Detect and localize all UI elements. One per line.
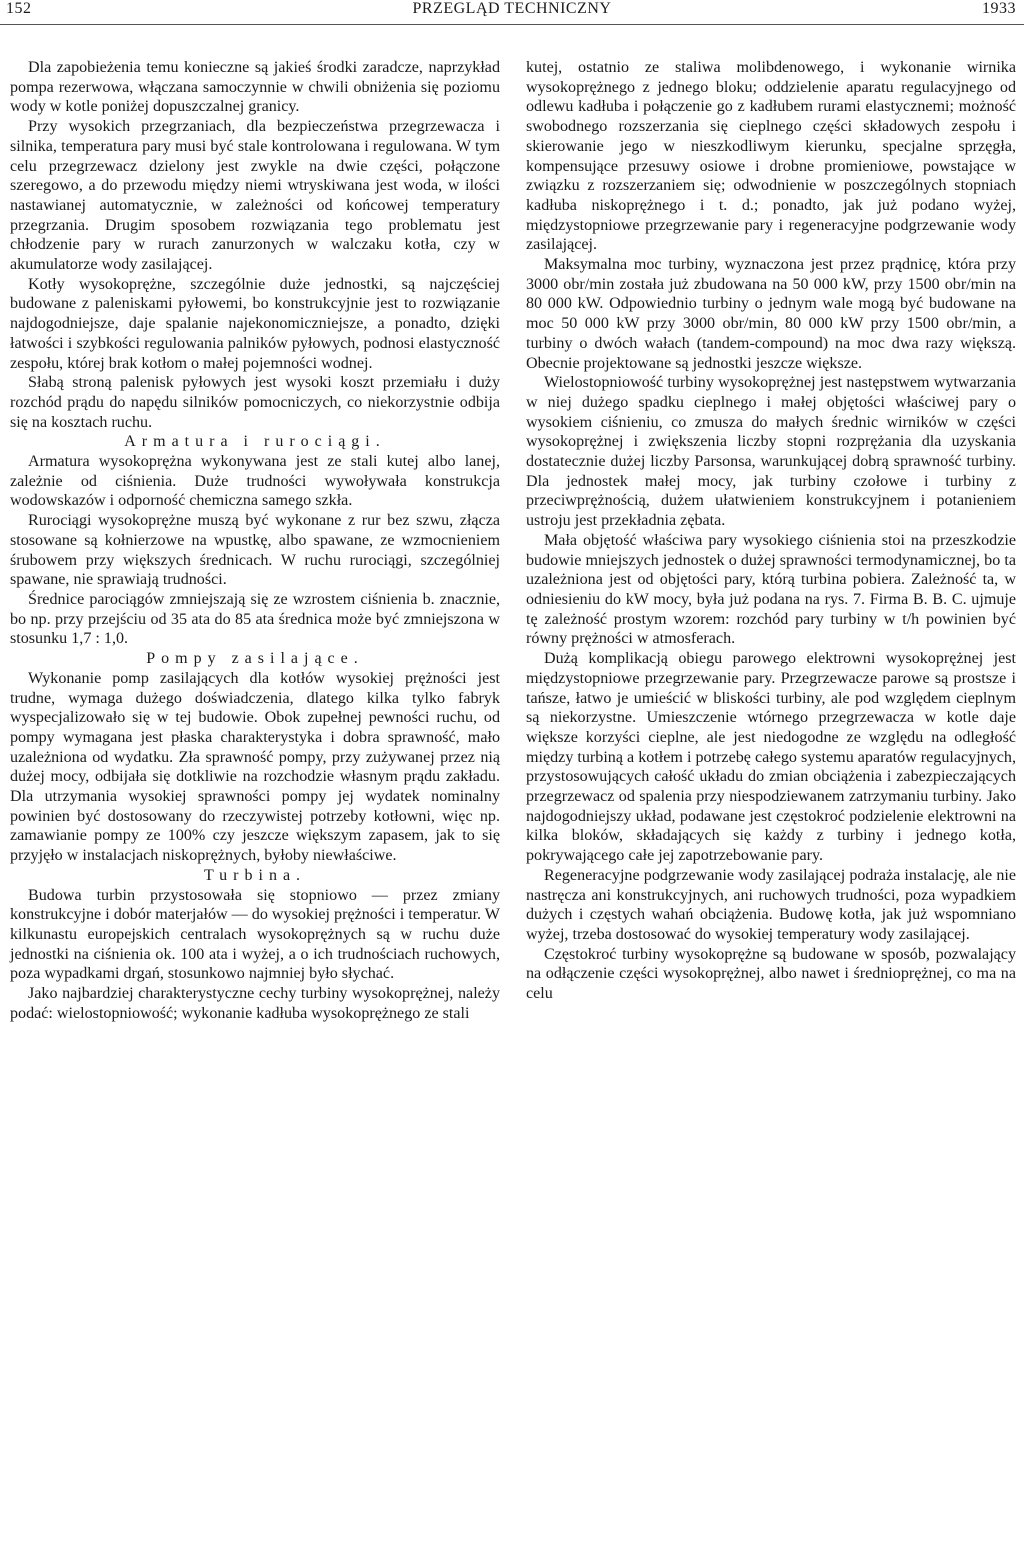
section-heading-turbina: Turbina. [203, 866, 307, 884]
paragraph: Jako najbardziej charakterystyczne cechy turbiny wysokoprężnej, należy podać: wielostopniowość; wykonanie kadłuba wysokoprężnego ze stali [10, 985, 500, 1022]
journal-year: 1933 [982, 0, 1016, 17]
paragraph: Regeneracyjne podgrzewanie wody zasilającej podraża instalację, ale nie nastręcza ani konstrukcyjnych, ani ruchowych trudności, poza wypadkiem dużych i częstych wahań obciążenia. Budowę kotła, jak już wspomniano wyżej, trzeba dostosować do wysokiej temperatury wody zasilającej. [526, 866, 1016, 943]
paragraph: Przy wysokich przegrzaniach, dla bezpieczeństwa przegrzewacza i silnika, temperatura pary musi być stale kontrolowana i regulowana. W tym celu przegrzewacz dzielony jest zwykle na dwie części, połączone szeregowo, a do przewodu między niemi wtryskiwana jest woda, w ilości nastawianej automatycznie, w zależności od końcowej temperatury przegrzania. Drugim sposobem rozwiązania tego problematu jest chłodzenie pary w rurach zanurzonych w walczaku kotła, czy w akumulatorze wody zasilającej. [10, 118, 500, 274]
paragraph: Mała objętość właściwa pary wysokiego ciśnienia stoi na przeszkodzie budowie mniejszych jednostek o dużej sprawności termodynamicznej, bo ta uzależniona jest od objętości pary, którą turbina pobiera. Zależność ta, w odniesieniu do kW mocy, była już podana na rys. 7. Firma B. B. C. ujmuje tę zależność prostym wzorem: rozchód pary turbiny w t/h powinien być równy prężności w atmosferach. [526, 531, 1016, 648]
page-number: 152 [6, 0, 32, 17]
section-heading-pompy: Pompy zasilające. [146, 650, 364, 668]
paragraph: Częstokroć turbiny wysokoprężne są budowane w sposób, pozwalający na odłączenie części wysokoprężnej, albo nawet i średnioprężnej, co ma na celu [526, 945, 1016, 1003]
paragraph: Kotły wysokoprężne, szczególnie duże jednostki, są najczęściej budowane z paleniskami pyłowemi, bo konstrukcyjnie jest to rozwiązanie najdogodniejsze, daje spalanie najekonomiczniejsze, a ponadto, dzięki łatwości i szybkości regulowania palników pyłowych, podnosi elastyczność zespołu, której brak kotłom o małej pojemności wodnej. [10, 275, 500, 372]
page-header [0, 0, 1024, 22]
paragraph: Dużą komplikacją obiegu parowego elektrowni wysokoprężnej jest międzystopniowe przegrzewanie pary. Przegrzewacze parowe są prostsze i tańsze, łatwo je umieścić w bliskości turbiny, ale pod względem cieplnym są niekorzystne. Umieszczenie wtórnego przegrzewacza w kotle daje większe korzyści cieplne, ale jest niedogodne ze względu na odległość między turbiną a kotłem i potrzebę całego systemu aparatów regulacyjnych, przystosowujących całość układu do zmian obciążenia i zabezpieczających przegrzewacz od spalenia przy niespodziewanem zatrzymaniu turbiny. Jako najdogodniejszy układ, podawane jest częstokroć podzielenie elektrowni na kilka bloków, składających się każdy z turbiny i jednego kotła, pokrywającego całe jej zapotrzebowanie pary. [526, 650, 1016, 865]
paragraph: Maksymalna moc turbiny, wyznaczona jest przez prądnicę, która przy 3000 obr/min została już zbudowana na 50 000 kW, przy 1500 obr/min na 80 000 kW. Odpowiednio turbiny o jednym wale mogą być budowane na moc 50 000 kW przy 3000 obr/min, 80 000 kW przy 1500 obr/min, a turbiny o dwóch wałach (tandem-compound) na moc dwa razy większą. Obecnie projektowane są jednostki jeszcze większe. [526, 256, 1016, 372]
journal-title: PRZEGLĄD TECHNICZNY [412, 0, 612, 17]
paragraph: kutej, ostatnio ze staliwa molibdenowego, i wykonanie wirnika wysokoprężnego z jednego bloku; oddzielenie aparatu regulacyjnego od odlewu kadłuba i połączenie go z kadłubem rurami elastycznemi; możność swobodnego rozszerzania się cieplnego części składowych zespołu i skierowanie jego w nieszkodliwym kierunku, specjalne sprzęgła, kompensujące przesuwy osiowe i drobne promieniowe, powstające w związku z rozszerzaniem się; odwodnienie w poszczególnych stopniach kadłuba niskoprężnego i t. d.; ponadto, jak już podano wyżej, międzystopniowe przegrzewanie pary i regeneracyjne podgrzewanie wody zasilającej. [526, 59, 1016, 254]
header-rule [0, 24, 1024, 25]
paragraph: Wykonanie pomp zasilających dla kotłów wysokiej prężności jest trudne, wymaga dużego doświadczenia, dlatego kilka tylko fabryk wyspecjalizowało się w tej budowie. Obok zupełnej pewności ruchu, od pompy wymagana jest płaska charakterystyka i dobra sprawność, mało uzależniona od wydatku. Zła sprawność pompy, przy zużywanej przez nią dużej mocy, odbijała się dotkliwie na rozchodzie własnym prądu zakładu. Dla utrzymania wysokiej sprawności pompy jej wydatek nominalny powinien być dostosowany do rzeczywistej potrzeby kotłowni, więc np. zamawianie pompy ze 100% czy jeszcze większym zapasem, jak to się przyjęło w instalacjach niskoprężnych, byłoby niewłaściwe. [10, 669, 500, 865]
paragraph: Wielostopniowość turbiny wysokoprężnej jest następstwem wytwarzania w niej dużego spadku cieplnego i małej objętości właściwej pary o wysokiem ciśnieniu, co zmusza do małych średnic wirników w części wysokoprężnej i zwiększenia liczby stopni rozprężania dla uzyskania dostatecznie dużej liczby Parsonsa, warunkującej dobrą sprawność turbiny. Dla jednostek małej mocy, jak turbiny czołowe i turbiny z przeciwprężnością, dużem ułatwieniem konstrukcyjnem i potanieniem ustroju jest przekładnia zębata. [526, 374, 1016, 530]
paragraph: Średnice parociągów zmniejszają się ze wzrostem ciśnienia b. znacznie, bo np. przy przejściu od 35 ata do 85 ata średnica może być zmniejszona w stosunku 1,7 : 1,0. [10, 590, 500, 648]
right-column [526, 58, 1016, 1004]
paragraph: Armatura wysokoprężna wykonywana jest ze stali kutej albo lanej, zależnie od ciśnienia. Duże trudności wywoływała konstrukcja wodowskazów i odporność chemiczna samego szkła. [10, 453, 500, 510]
left-column [10, 58, 500, 1023]
section-heading-armatura: Armatura i rurociągi. [124, 433, 386, 451]
paragraph: Słabą stroną palenisk pyłowych jest wysoki koszt przemiału i duży rozchód prądu do napędu silników pomocniczych, co niekorzystnie odbija się na kosztach ruchu. [10, 374, 500, 431]
paragraph: Rurociągi wysokoprężne muszą być wykonane z rur bez szwu, złącza stosowane są kołnierzowe na wpustkę, albo spawane, ze wzmocnieniem śrubowem przy większych średnicach. W ruchu rurociągi, szczególniej spawane, nie sprawiają trudności. [10, 512, 500, 589]
paragraph: Dla zapobieżenia temu konieczne są jakieś środki zaradcze, naprzykład pompa rezerwowa, włączana samoczynnie w chwili obniżenia się poziomu wody w kotle poniżej dopuszczalnej granicy. [10, 59, 500, 116]
paragraph: Budowa turbin przystosowała się stopniowo — przez zmiany konstrukcyjne i dobór materjałów — do wysokiej prężności i temperatur. W kilkunastu europejskich centralach wysokoprężnych są w ruchu duże jednostki na ciśnienia ok. 100 ata i wyżej, a o ich trudnościach ruchowych, poza wypadkami drgań, stosunkowo najmniej było słychać. [10, 886, 500, 983]
